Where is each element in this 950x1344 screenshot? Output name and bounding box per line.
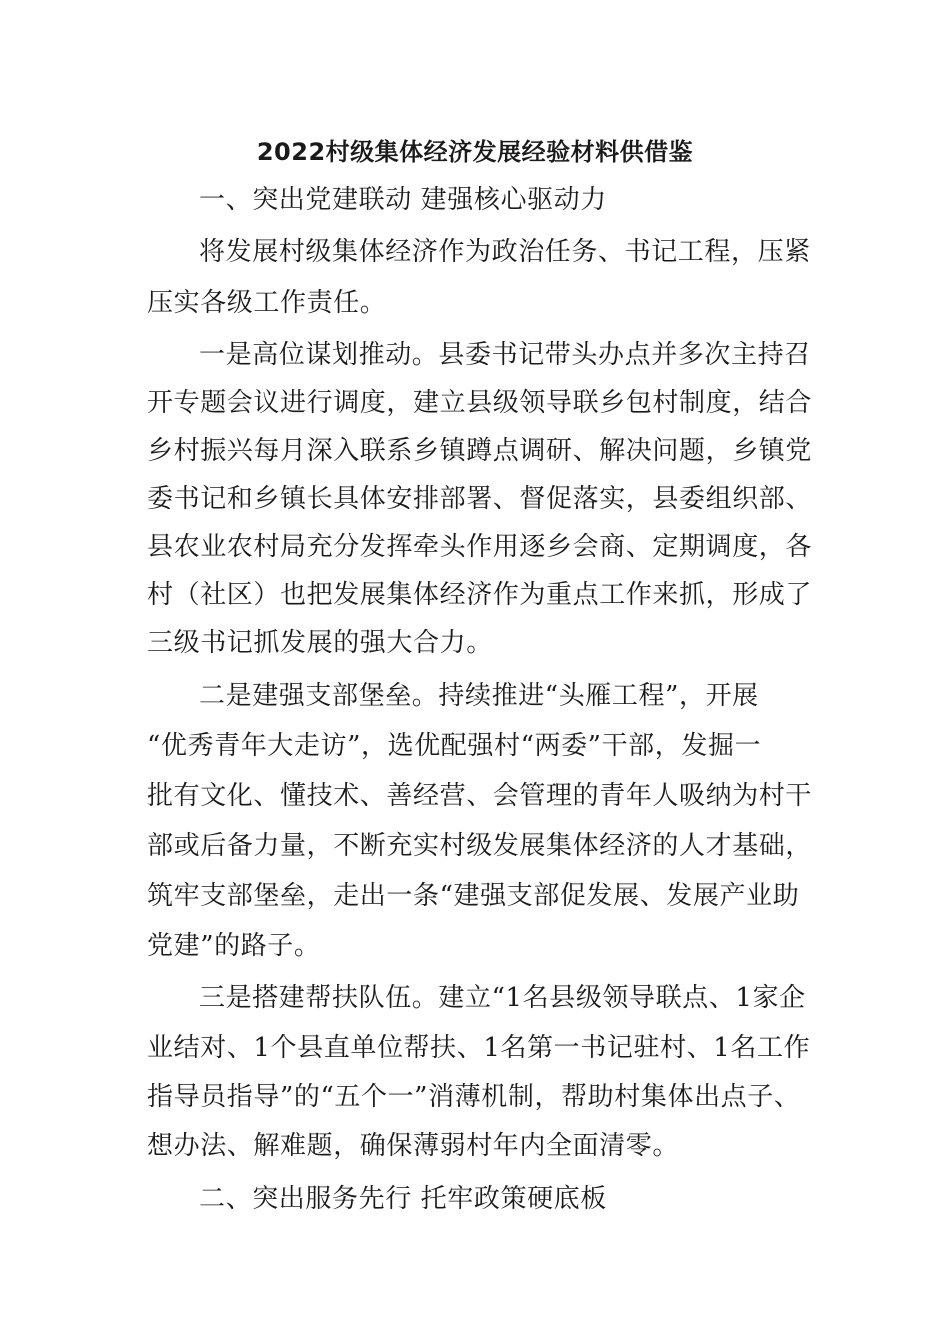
- paragraph-line: 指导员指导”的“五个一”消薄机制，帮助村集体出点子、: [147, 1082, 801, 1112]
- paragraph-line: 委书记和乡镇长具体安排部署、督促落实，县委组织部、: [147, 484, 813, 514]
- paragraph-line: 将发展村级集体经济作为政治任务、书记工程，压紧: [199, 237, 811, 267]
- paragraph-line: 业结对、1个县直单位帮扶、1名第一书记驻村、1名工作: [147, 1033, 811, 1063]
- paragraph-line: 想办法、解难题，确保薄弱村年内全面清零。: [147, 1131, 680, 1161]
- paragraph-line: 一是高位谋划推动。县委书记带头办点并多次主持召: [199, 340, 811, 370]
- paragraph-line: 筑牢支部堡垒，走出一条“建强支部促发展、发展产业助: [147, 881, 800, 911]
- paragraph-line: 开专题会议进行调度，建立县级领导联乡包村制度，结合: [147, 388, 813, 418]
- paragraph-line: 乡村振兴每月深入联系乡镇蹲点调研、解决问题，乡镇党: [147, 436, 813, 466]
- paragraph-line: “优秀青年大走访”，选优配强村“两委”干部，发掘一: [147, 731, 762, 761]
- paragraph-line: 县农业农村局充分发挥牵头作用逐乡会商、定期调度，各: [147, 532, 813, 562]
- document-title: 2022村级集体经济发展经验材料供借鉴: [256, 138, 694, 166]
- paragraph-line: 压实各级工作责任。: [147, 288, 387, 318]
- paragraph-line: 党建”的路子。: [147, 931, 321, 961]
- paragraph-line: 部或后备力量，不断充实村级发展集体经济的人才基础，: [147, 831, 813, 861]
- paragraph-line: 二是建强支部堡垒。持续推进“头雁工程”，开展: [199, 681, 759, 711]
- paragraph-line: 三是搭建帮扶队伍。建立“1名县级领导联点、1家企: [199, 983, 806, 1013]
- section-heading-2: 二、突出服务先行 托牢政策硬底板: [199, 1184, 607, 1214]
- section-heading-1: 一、突出党建联动 建强核心驱动力: [199, 185, 607, 215]
- paragraph-line: 批有文化、懂技术、善经营、会管理的青年人吸纳为村干: [147, 781, 813, 811]
- paragraph-line: 村（社区）也把发展集体经济作为重点工作来抓，形成了: [147, 580, 813, 610]
- paragraph-line: 三级书记抓发展的强大合力。: [147, 628, 493, 658]
